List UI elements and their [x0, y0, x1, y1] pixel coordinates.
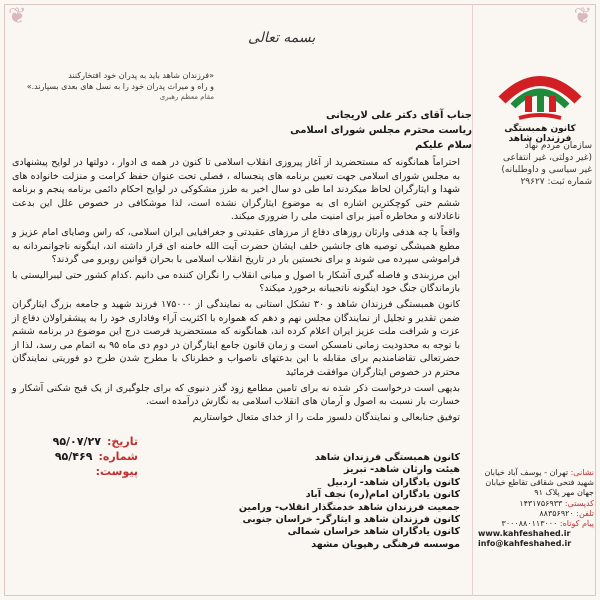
- recipient-block: [290, 108, 472, 153]
- signatory: موسسه فرهنگی رهپویان مشهد: [311, 538, 460, 550]
- bismillah: بسمه تعالی: [248, 30, 316, 46]
- org-subtitle-line: غیر سیاسی و داوطلبانه): [501, 165, 592, 175]
- postal-label: کدپستی:: [564, 498, 594, 508]
- org-logo: [492, 70, 588, 144]
- corner-ornament-icon: ❦: [573, 4, 592, 29]
- recipient-name: جناب آقای دکتر علی لاریجانی: [326, 110, 472, 121]
- letter-body: [12, 156, 460, 426]
- body-paragraph: بدیهی است درخواست ذکر شده نه برای تامین مطامع زود گذر دنیوی که برای جلوگیری از یک قبح شکنی آشکار و خسارت بار نسبت به اصول و آرمان های انقلاب اسلامی به نگارش درآمده است.: [12, 382, 460, 408]
- contact-block: [478, 468, 594, 550]
- recipient-title: ریاست محترم مجلس شورای اسلامی: [290, 125, 472, 136]
- org-registration: [480, 140, 592, 188]
- signatory: جمعیت فرزندان شاهد خدمتگذار انقلاب- ورامین: [238, 501, 460, 513]
- signatory: کانون یادگاران امام(ره) نجف آباد: [305, 489, 460, 501]
- postal-code: ۱۴۳۱۷۵۶۹۳۳: [519, 498, 563, 508]
- phone-label: تلفن:: [576, 508, 594, 518]
- attachment-label: پیوست:: [95, 465, 138, 478]
- letter-meta: [14, 434, 138, 479]
- signatory: کانون یادگاران شاهد- اردبیل: [326, 476, 460, 488]
- body-paragraph: کانون همبستگی فرزندان شاهد و ۳۰ تشکل استانی به نمایندگی از ۱۷۵۰۰۰ فرزند شهید و جامعه بزرگ ایثارگران ضمن تقدیر و تجلیل از نمایندگان مجلس نهم و دهم که همواره با اکثریت آراء وفاداری خود را به پیشقراولان دفاع از عزت و شرافت ملت عزیز ایران اعلام کرده اند، همانگونه که مستحضرید فرصت درج این موضوع در برنامه ششم با توجه به محدودیت زمانی نامسکن است و زمان قانون جامع ایثارگران در دوم دی ماه ۹۵ به اتمام می رسد، لذا از حضرتعالی تقاضامندیم برای مقابله با این بدعتهای ناصواب و خطرناک با مطرح شدن طرح دو فوریتی نمایندگان محترم در خصوص ایثارگران موافقت فرمائید: [12, 298, 460, 378]
- org-subtitle-line: سازمان مردم نهاد: [524, 141, 592, 151]
- org-name: کانون همبستگی فرزندان شاهد: [504, 124, 576, 144]
- date-value: ۹۵/۰۷/۲۷: [52, 435, 101, 448]
- quote-line: «فرزندان شاهد باید به پدران خود افتخارکنند: [68, 71, 214, 80]
- quote-attribution: مقام معظم رهبری: [159, 93, 214, 101]
- body-paragraph: واقعاً یا چه هدفی وارثان روزهای دفاع از مرزهای عقیدتی و جغرافیایی ایران اسلامی، که راس وصایای امام عزیز و مطیع همیشگی توصیه های جانشین خلف ایشان حضرت آیت الله خامنه ای قرار داشته اند، اینگونه ناجوانمردانه به فراموشی سپرده می شوند و برای نخستین بار در تاریخ انقلاب اسلامی با بحران قوانین روبرو می گردند؟: [12, 226, 460, 266]
- address-label: نشانی:: [570, 468, 594, 477]
- body-paragraph: این مرزبندی و فاصله گیری آشکار با اصول و مبانی انقلاب را نگران کننده می دانیم .کدام کشور حتی لیبرالیستی با بازماندگان جنگ خود اینگونه ناتجیبانه برخورد میکند؟: [12, 269, 460, 295]
- signatories-list: [239, 452, 460, 551]
- org-emblem-icon: [497, 70, 583, 122]
- signatory: کانون یادگاران شاهد خراسان شمالی: [287, 526, 460, 538]
- quote-line: و راه و میراث پدران خود را به نسل های بعدی بسپارند.»: [26, 82, 214, 91]
- phone: ۸۸۳۵۶۹۲۰: [539, 508, 574, 518]
- signatory: کانون همبستگی فرزندان شاهد: [314, 452, 460, 463]
- signatory: کانون فرزندان شاهد و ایثارگر- خراسان جنوبی: [242, 514, 460, 526]
- address: تهران - یوسف آباد خیابان شهید فتحی شقاقی تقاطع خیابان جهان مهر پلاک ۹۱: [484, 468, 594, 498]
- corner-ornament-icon: ❦: [8, 4, 27, 29]
- side-rule: [472, 4, 473, 596]
- signatory: هیئت وارثان شاهد- تبریز: [344, 464, 460, 476]
- sms-label: پیام کوتاه:: [559, 519, 594, 529]
- org-subtitle-line: (غیر دولتی، غیر انتفاعی: [503, 153, 592, 163]
- body-paragraph: توفیق جنابعالی و نمایندگان دلسوز ملت را از خدای متعال خواستاریم: [192, 411, 460, 423]
- body-paragraph: احتراماً همانگونه که مستحضرید از آغاز پیروزی انقلاب اسلامی تا کنون در همه ی ادوار ، دولتها در لوایح پیشنهادی به مجلس شورای اسلامی جهت تعیین برنامه های پنجساله ، فصلی تحت عنوان حفظ کرامت و منزلت خانواده های شهدا و ایثارگران لحاظ میکردند اما طی دو سال اخیر به طرز مشکوکی در لوایح احکام دائمی برنامه پنجم و برنامه ششم حتی کوچکترین اشاره ای به موضوع ایثارگران نشده است، لذا موشکافی در خصوص علل این بدعت ناعادلانه و مخاطره آمیز برای امنیت ملی را ضروری میکند.: [12, 157, 460, 223]
- email-link[interactable]: info@kahfeshahed.ir: [478, 539, 572, 549]
- org-subtitle-line: شماره ثبت: ۲۹۶۲۷: [520, 177, 592, 187]
- website-link[interactable]: www.kahfeshahed.ir: [478, 529, 571, 539]
- date-label: تاریخ:: [106, 435, 138, 448]
- sms-number: ۳۰۰۰۸۸۰۱۱۳۰۰۰: [501, 519, 558, 529]
- leader-quote: [14, 70, 214, 103]
- greeting: سلام علیکم: [415, 140, 472, 151]
- number-label: شماره:: [98, 450, 138, 463]
- number-value: ۹۵/۴۶۹: [54, 450, 93, 463]
